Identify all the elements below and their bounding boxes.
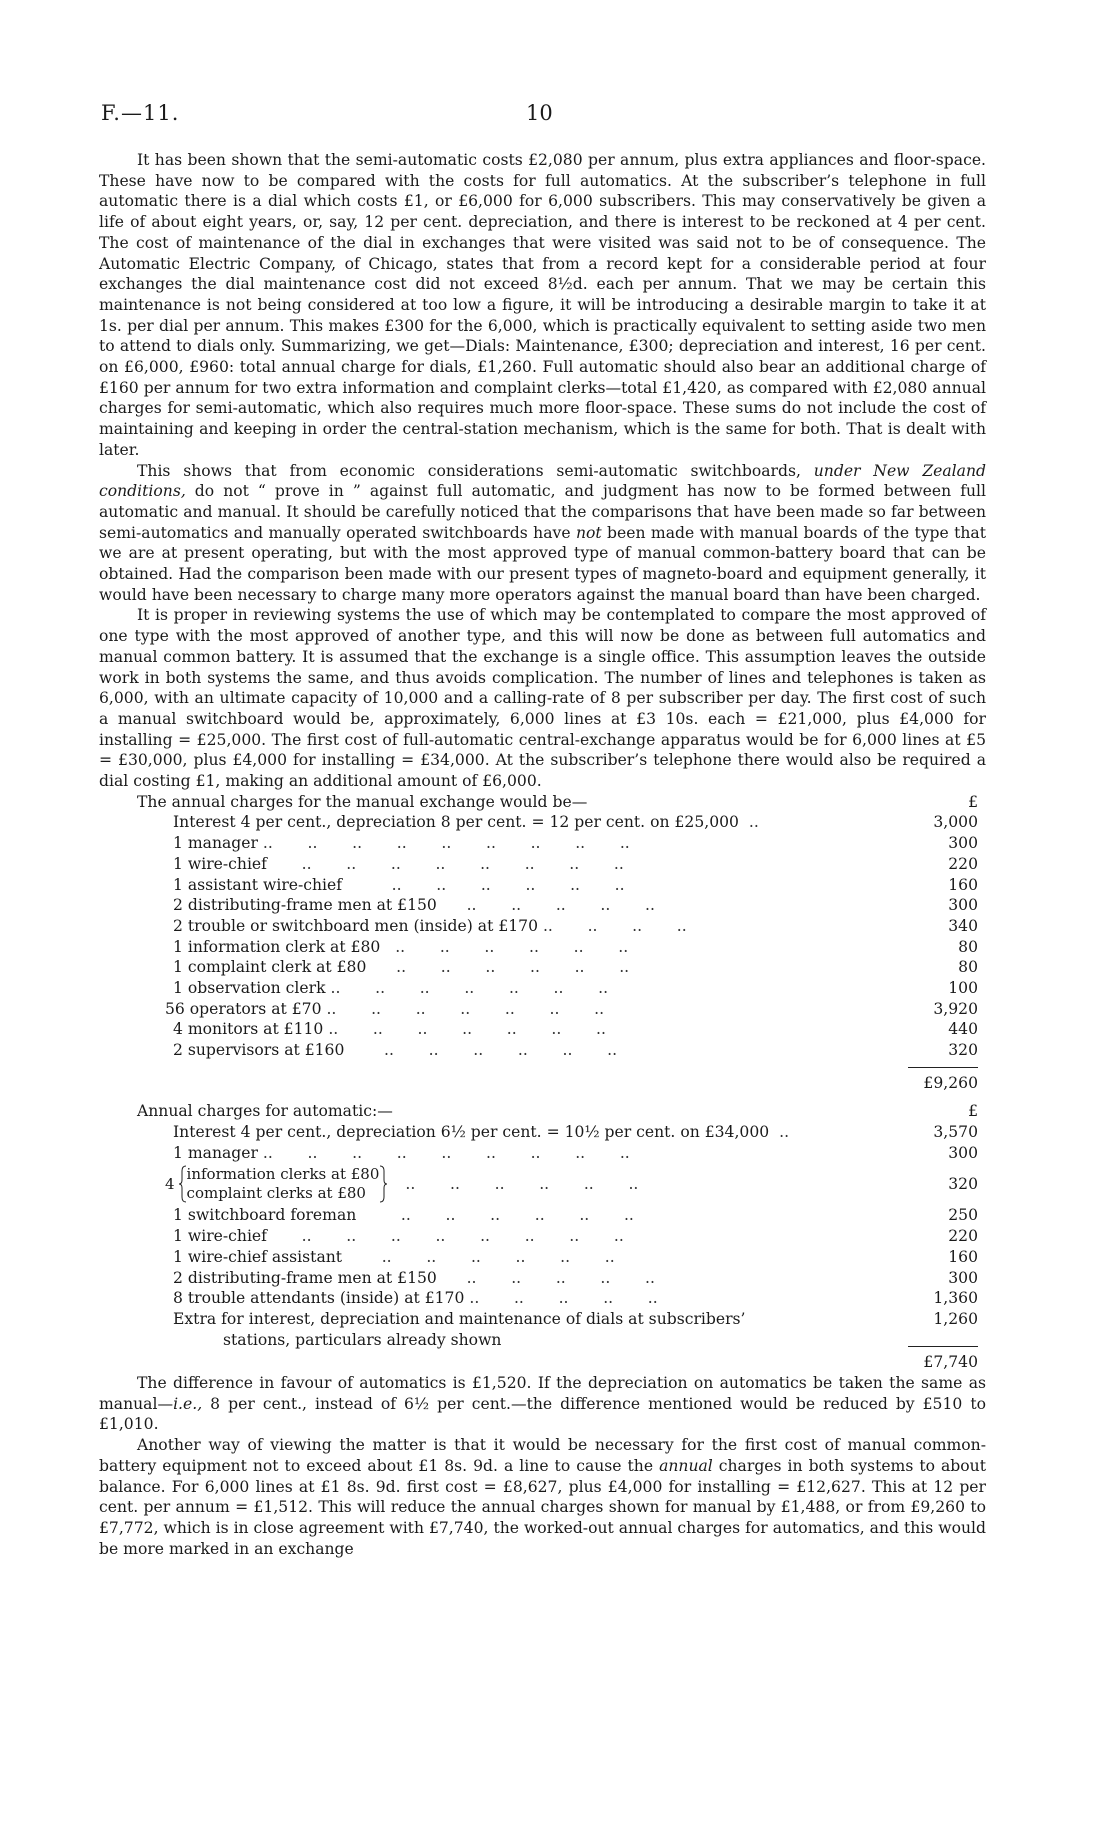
row-amount: 320	[948, 1041, 978, 1060]
row-amount: 1,360	[933, 1289, 978, 1308]
row-label: 1 complaint clerk at £80	[173, 958, 367, 977]
row-label: 56 operators at £70	[165, 999, 322, 1018]
table-row	[99, 1019, 986, 1040]
row-amount: 340	[948, 916, 978, 935]
automatic-charges-table	[99, 1101, 986, 1373]
table-row	[99, 1268, 986, 1289]
row-amount: 220	[948, 1227, 978, 1246]
row-label: 4 monitors at £110	[173, 1020, 324, 1039]
row-amount: 300	[948, 896, 978, 915]
table-caption-row	[99, 1101, 986, 1122]
table-row	[99, 895, 986, 916]
table-row	[99, 999, 986, 1020]
left-brace-icon	[179, 1165, 187, 1203]
table-row	[99, 1226, 986, 1247]
leader-dots: .. .. .. .. .. .. .. .. ..	[257, 1143, 630, 1162]
paragraph-economic-considerations: This shows that from economic considerations semi-automatic switchboards, under New Zealand conditions, do not “ prove in ” against full automatic, and judgment has now to be formed between full automatic and manual. It should be carefully noticed that the comparisons that have been made so far between semi-automatics and manually operated switchboards have not been made with manual boards of the type that we are at present operating, but with the most approved type of manual common-battery board that can be obtained. Had the comparison been made with our present types of magneto-board and equipment generally, it would have been necessary to charge many more operators against the manual board than have been charged.	[99, 461, 986, 604]
row-label: 2 supervisors at £160	[173, 1041, 345, 1060]
leader-dots: .. .. .. ..	[538, 916, 687, 935]
table-row	[99, 833, 986, 854]
leader-dots: ..	[738, 813, 759, 832]
document-body	[99, 150, 986, 1559]
currency-heading: £	[968, 792, 978, 811]
row-label: 2 trouble or switchboard men (inside) at £170	[173, 916, 538, 935]
table-row	[99, 1288, 986, 1309]
table-caption-row	[99, 792, 986, 813]
table-row	[99, 916, 986, 937]
row-amount: 1,260	[933, 1309, 978, 1328]
row-label: 1 assistant wire-chief	[173, 875, 343, 894]
table-row	[99, 1143, 986, 1164]
row-label: 1 observation clerk	[173, 978, 326, 997]
manual-charges-table	[99, 792, 986, 1094]
leader-dots: .. .. .. .. .. ..	[356, 1206, 634, 1225]
row-label: 1 manager	[173, 1143, 258, 1162]
row-amount: 160	[948, 1247, 978, 1266]
row-label: 2 distributing-frame men at £150	[173, 896, 437, 915]
row-label: 1 information clerk at £80	[173, 937, 381, 956]
leader-dots: .. .. .. .. .. ..	[366, 958, 630, 977]
page-reference: F.—11.	[101, 101, 180, 125]
row-label: 1 switchboard foreman	[173, 1206, 357, 1225]
leader-dots: .. .. .. .. .. .. .. ..	[266, 1227, 624, 1246]
leader-dots: .. .. .. .. .. .. ..	[325, 978, 609, 997]
row-label-continued: stations, particulars already shown	[223, 1330, 502, 1349]
row-label: Extra for interest, depreciation and maintenance of dials at subscribers’	[173, 1309, 746, 1328]
table-row	[99, 1309, 986, 1330]
row-label: 2 distributing-frame men at £150	[173, 1268, 437, 1287]
leader-dots: .. .. .. .. ..	[436, 896, 655, 915]
row-label: 1 wire-chief	[173, 1227, 267, 1246]
paragraph-another-view: Another way of viewing the matter is that it would be necessary for the first cost of manual common-battery equipment not to exceed about £1 8s. 9d. a line to cause the annual charges in both systems to about balance. For 6,000 lines at £1 8s. 9d. first cost = £8,627, plus £4,000 for installing = £12,627. This at 12 per cent. per annum = £1,512. This will reduce the annual charges shown for manual by £1,488, or from £9,260 to £7,772, which is in close agreement with £7,740, the worked-out annual charges for automatics, and this would be more marked in an exchange	[99, 1436, 986, 1558]
row-amount: 3,570	[933, 1123, 978, 1142]
leader-dots: .. .. .. .. .. .. .. ..	[266, 854, 624, 873]
leader-dots: .. .. .. .. .. .. ..	[323, 1020, 606, 1039]
row-amount: 300	[948, 1268, 978, 1287]
total-rule	[99, 1340, 986, 1352]
paragraph-dial-costs: It has been shown that the semi-automatic costs £2,080 per annum, plus extra appliances and floor-space. These have now to be compared with the costs for full automatics. At the subscriber’s telephone in full automatic there is a dial which costs £1, or £6,000 for 6,000 subscribers. This may conservatively be given a life of about eight years, or, say, 12 per cent. depreciation, and there is interest to be reckoned at 4 per cent. The cost of maintenance of the dial in exchanges that were visited was said not to be of consequence. The Automatic Electric Company, of Chicago, states that from a record kept for a considerable period at four exchanges the dial maintenance cost did not exceed 8½d. each per annum. That we may be certain this maintenance is not being considered at too low a figure, it will be introducing a desirable margin to take it at 1s. per dial per annum. This makes £300 for the 6,000, which is practically equivalent to setting aside two men to attend to dials only. Summarizing, we get—Dials: Maintenance, £300; depreciation and interest, 16 per cent. on £6,000, £960: total annual charge for dials, £1,260. Full automatic should also bear an additional charge of £160 per annum for two extra information and complaint clerks—total £1,420, as compared with £2,080 annual charges for semi-automatic, which also requires much more floor-space. These sums do not include the cost of maintaining and keeping in order the central-station mechanism, which is the same for both. That is dealt with later.	[99, 151, 986, 459]
row-label: 1 manager	[173, 834, 258, 853]
total-row	[99, 1073, 986, 1094]
leader-dots: .. .. .. .. .. ..	[405, 1175, 639, 1194]
leader-dots: .. .. .. .. .. .. ..	[321, 999, 605, 1018]
leader-dots: .. .. .. .. .. .. .. .. ..	[257, 834, 630, 853]
row-amount: 440	[948, 1020, 978, 1039]
row-amount: 80	[958, 958, 978, 977]
row-amount: 160	[948, 875, 978, 894]
total-row	[99, 1352, 986, 1373]
row-amount: 3,920	[933, 999, 978, 1018]
table-row	[99, 812, 986, 833]
row-label: 8 trouble attendants (inside) at £170	[173, 1289, 465, 1308]
table-row-braced	[99, 1163, 986, 1205]
row-amount: 100	[948, 978, 978, 997]
row-amount: 300	[948, 1143, 978, 1162]
table-row	[99, 875, 986, 896]
table-row	[99, 937, 986, 958]
currency-heading: £	[968, 1102, 978, 1121]
paragraph-difference: The difference in favour of automatics is £1,520. If the depreciation on automatics be taken the same as manual—i.e., 8 per cent., instead of 6½ per cent.—the difference mentioned would be reduced by £510 to £1,010.	[99, 1373, 986, 1434]
manual-total: £9,260	[923, 1073, 978, 1092]
leader-dots: .. .. .. .. .. ..	[344, 1041, 618, 1060]
table-row	[99, 1247, 986, 1268]
row-amount: 220	[948, 854, 978, 873]
leader-dots: .. .. .. .. ..	[436, 1268, 655, 1287]
table-row	[99, 978, 986, 999]
brace-line-complaint: complaint clerks at £80	[186, 1184, 366, 1203]
table-row	[99, 854, 986, 875]
total-rule	[99, 1061, 986, 1073]
page-number: 10	[526, 101, 553, 125]
leader-dots: .. .. .. .. .. ..	[342, 875, 625, 894]
row-amount: 250	[948, 1206, 978, 1225]
table-row	[99, 1205, 986, 1226]
row-label: 1 wire-chief	[173, 854, 267, 873]
leader-dots: .. .. .. .. .. ..	[380, 937, 629, 956]
row-label: Interest 4 per cent., depreciation 6½ per cent. = 10½ per cent. on £34,000	[173, 1123, 770, 1142]
row-label: 1 wire-chief assistant	[173, 1247, 343, 1266]
leader-dots: .. .. .. .. ..	[464, 1289, 658, 1308]
leader-dots: ..	[769, 1123, 790, 1142]
automatic-total: £7,740	[923, 1353, 978, 1372]
auto-table-caption: Annual charges for automatic:—	[137, 1102, 393, 1121]
leader-dots: .. .. .. .. .. ..	[342, 1247, 615, 1266]
brace-count: 4	[165, 1175, 175, 1194]
brace-line-information: information clerks at £80	[186, 1165, 380, 1184]
table-row	[99, 1040, 986, 1061]
paragraph-first-costs: It is proper in reviewing systems the use of which may be contemplated to compare the most approved of one type with the most approved of another type, and this will now be done as between full automatics and manual common battery. It is assumed that the exchange is a single office. This assumption leaves the outside work in both systems the same, and thus avoids complication. The number of lines and telephones is taken as 6,000, with an ultimate capacity of 10,000 and a calling-rate of 8 per subscriber per day. The first cost of such a manual switchboard would be, approximately, 6,000 lines at £3 10s. each = £21,000, plus £4,000 for installing = £25,000. The first cost of full-automatic central-exchange apparatus would be for 6,000 lines at £5 = £30,000, plus £4,000 for installing = £34,000. At the subscriber’s telephone there would also be required a dial costing £1, making an additional amount of £6,000.	[99, 606, 986, 791]
row-amount: 80	[958, 937, 978, 956]
row-amount: 320	[948, 1175, 978, 1194]
right-brace-icon	[379, 1165, 387, 1203]
manual-table-caption: The annual charges for the manual exchange would be—	[137, 792, 588, 811]
row-amount: 300	[948, 834, 978, 853]
table-row	[99, 957, 986, 978]
table-row	[99, 1122, 986, 1143]
row-amount: 3,000	[933, 813, 978, 832]
row-label: Interest 4 per cent., depreciation 8 per cent. = 12 per cent. on £25,000	[173, 813, 739, 832]
